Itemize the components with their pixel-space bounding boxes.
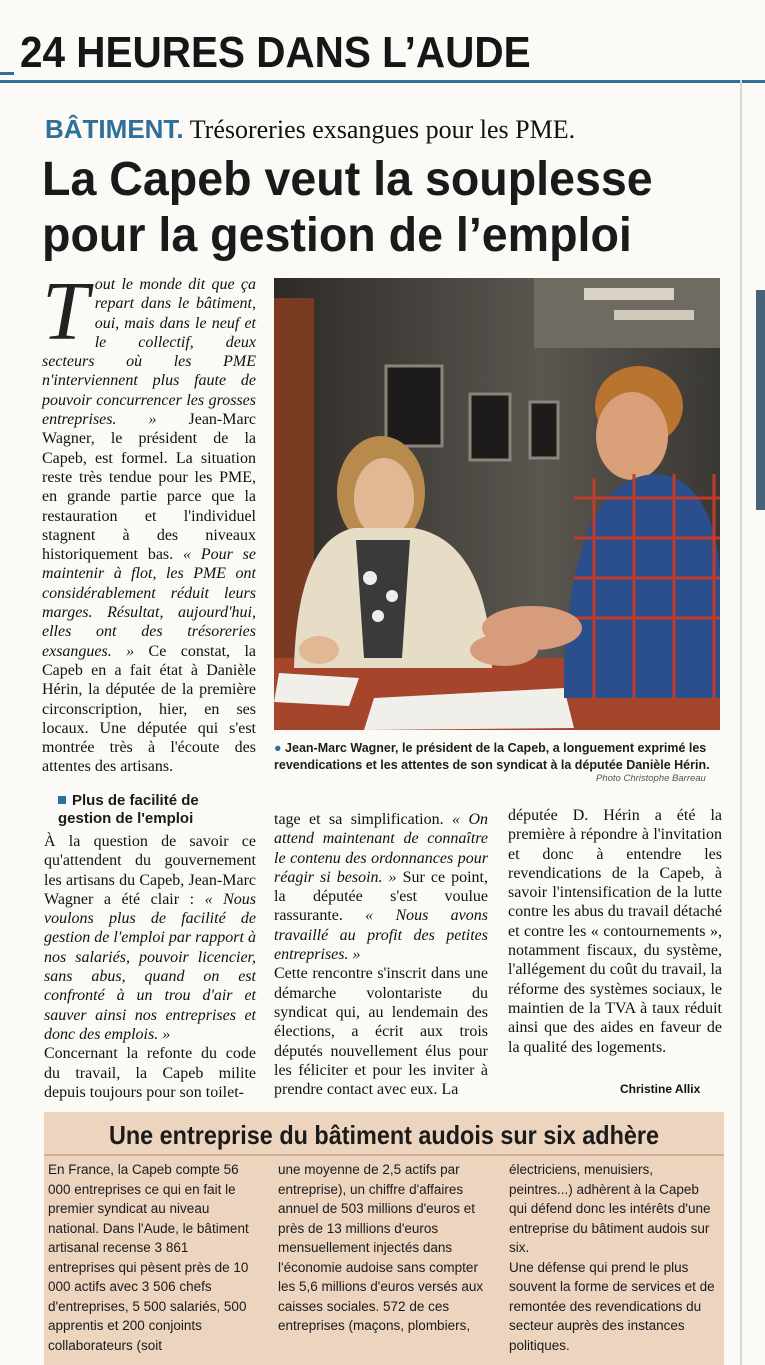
body-column-1 (44, 832, 256, 1102)
body2-quote-1: « On attend maintenant de connaître le contenu des ordonnances pour réagir si besoin. » (274, 811, 488, 886)
column-divider (740, 80, 742, 1365)
section-title: 24 HEURES DANS L’AUDE (20, 28, 531, 77)
body1-text-2: Concernant la refonte du code du travail, la Capeb milite depuis toujours pour son toilet- (44, 1045, 256, 1101)
body2-text-1: tage et sa simplification. (274, 811, 453, 828)
headline (42, 152, 732, 264)
drop-cap: T (42, 265, 89, 358)
box-title: Une entreprise du bâtiment audois sur six adhère (108, 1120, 660, 1150)
section-header (0, 22, 765, 83)
adjacent-photo-edge (756, 290, 765, 510)
lead-paragraph (42, 265, 257, 777)
body3-text-1: députée D. Hérin a été la première à répondre à l'invitation et donc à entendre les revendications de la Capeb, à savoir l'intensification de la lutte contre les abus du travail détaché et contre les « contournements », notamment fiscaux, du système, l'allégement du coût du travail, la réforme des systèmes sociaux, le maintien de la TVA à taux réduit ainsi que des aides en faveur de la qualité des logements. (508, 807, 722, 1056)
meeting-photo-illustration (274, 278, 720, 730)
photo-credit: Photo Christophe Barreau (596, 773, 706, 784)
box-column-2: une moyenne de 2,5 actifs par entreprise), un chiffre d'affaires annuel de 503 millions d'euros et près de 13 millions d'euros mensuellement injectés dans l'économie audoise sans compter les 5,6 millions d'euros versés aux caisses sociales. 572 de ces entreprises (maçons, plombiers, (278, 1162, 484, 1333)
caption-marker: ● (274, 741, 282, 755)
article-photo (274, 278, 720, 730)
body2-text-2: Sur ce point, la députée s'est voulue rassurante. (274, 868, 488, 925)
adjacent-article-edge (740, 80, 765, 1365)
lead-text-2: Ce constat, la Capeb en a fait état à Danièle Hérin, la députée de la première circonscription, hier, en ses locaux. Une députée qui s'est montrée très à l'écoute des attentes des artisans. (42, 642, 256, 776)
body1-quote-1: « Nous voulons plus de facilité de gestion de l'emploi par rapport à nos salariés, pouvoir licencier, sans abus, quand on est confronté à un trou d'air et sauver ainsi nos entreprises et donc des emplois. » (44, 890, 256, 1043)
body2-text-3: Cette rencontre s'inscrit dans une démarche volontariste du syndicat qui, au lendemain des élections, a écrit aux trois députés nouvellement élus pour les féliciter et pour les inviter à prendre contact avec eux. La (274, 965, 488, 1099)
sidebar-box (44, 1112, 724, 1365)
headline-line-1: La Capeb veut la souplesse (42, 153, 653, 206)
body1-text-1: À la question de savoir ce qu'attendent du gouvernement les artisans du Capeb, Jean-Marc Wagner a été clair : (44, 833, 256, 908)
kicker-text: Trésoreries exsangues pour les PME. (189, 115, 576, 144)
box-col3-para-2: Une défense qui prend le plus souvent la forme de services et de remontée des revendications du secteur auprès des instances politiques. (509, 1259, 715, 1353)
body-column-3 (508, 806, 722, 1057)
body-column-2 (274, 810, 488, 1099)
kicker-tag: BÂTIMENT. (45, 114, 184, 144)
box-divider (44, 1154, 724, 1156)
lead-quote-1: out le monde dit que ça repart dans le bâtiment, oui, mais dans le neuf et le collectif, deux secteurs où les PME n'interviennent plus faute de pouvoir concurrencer les grosses entreprises. » (42, 276, 256, 429)
headline-line-2: pour la gestion de l’emploi (42, 209, 632, 262)
header-rule (0, 72, 14, 75)
subhead-bullet-icon (58, 796, 66, 804)
box-col3-para-1: électriciens, menuisiers, peintres...) adhèrent à la Capeb qui défend donc les intérêts d'une entreprise du bâtiment audois sur six. (509, 1162, 711, 1255)
body2-quote-2: « Nous avons travaillé au profit des petites entreprises. » (274, 907, 489, 964)
subhead-text: Plus de facilité de gestion de l'emploi (58, 792, 199, 827)
author-signature: Christine Allix (620, 1082, 701, 1096)
subheading (58, 792, 248, 828)
lead-quote-2: « Pour se maintenir à flot, les PME ont considérablement réduit leurs marges. Résultat, aujourd'hui, elles ont des trésoreries exsangues. » (42, 546, 257, 660)
box-column-3 (509, 1160, 719, 1355)
caption-text: Jean-Marc Wagner, le président de la Capeb, a longuement exprimé les revendications et les attentes de son syndicat à la députée Danièle Hérin. (274, 741, 710, 772)
kicker (45, 114, 575, 145)
photo-caption (274, 740, 722, 774)
box-column-1: En France, la Capeb compte 56 000 entreprises ce qui en fait le premier syndicat au niveau national. Dans l'Aude, le bâtiment artisanal recense 3 861 entreprises qui pèsent près de 10 000 actifs avec 3 506 chefs d'entreprises, 5 500 salariés, 500 apprentis et 200 conjoints collaborateurs (soit (48, 1162, 249, 1353)
lead-text-1: Jean-Marc Wagner, le président de la Capeb, est formel. La situation reste très tendue pour les PME, en grande partie parce que la restauration et l'individuel stagnent à des niveaux historiquement bas. (42, 411, 256, 564)
